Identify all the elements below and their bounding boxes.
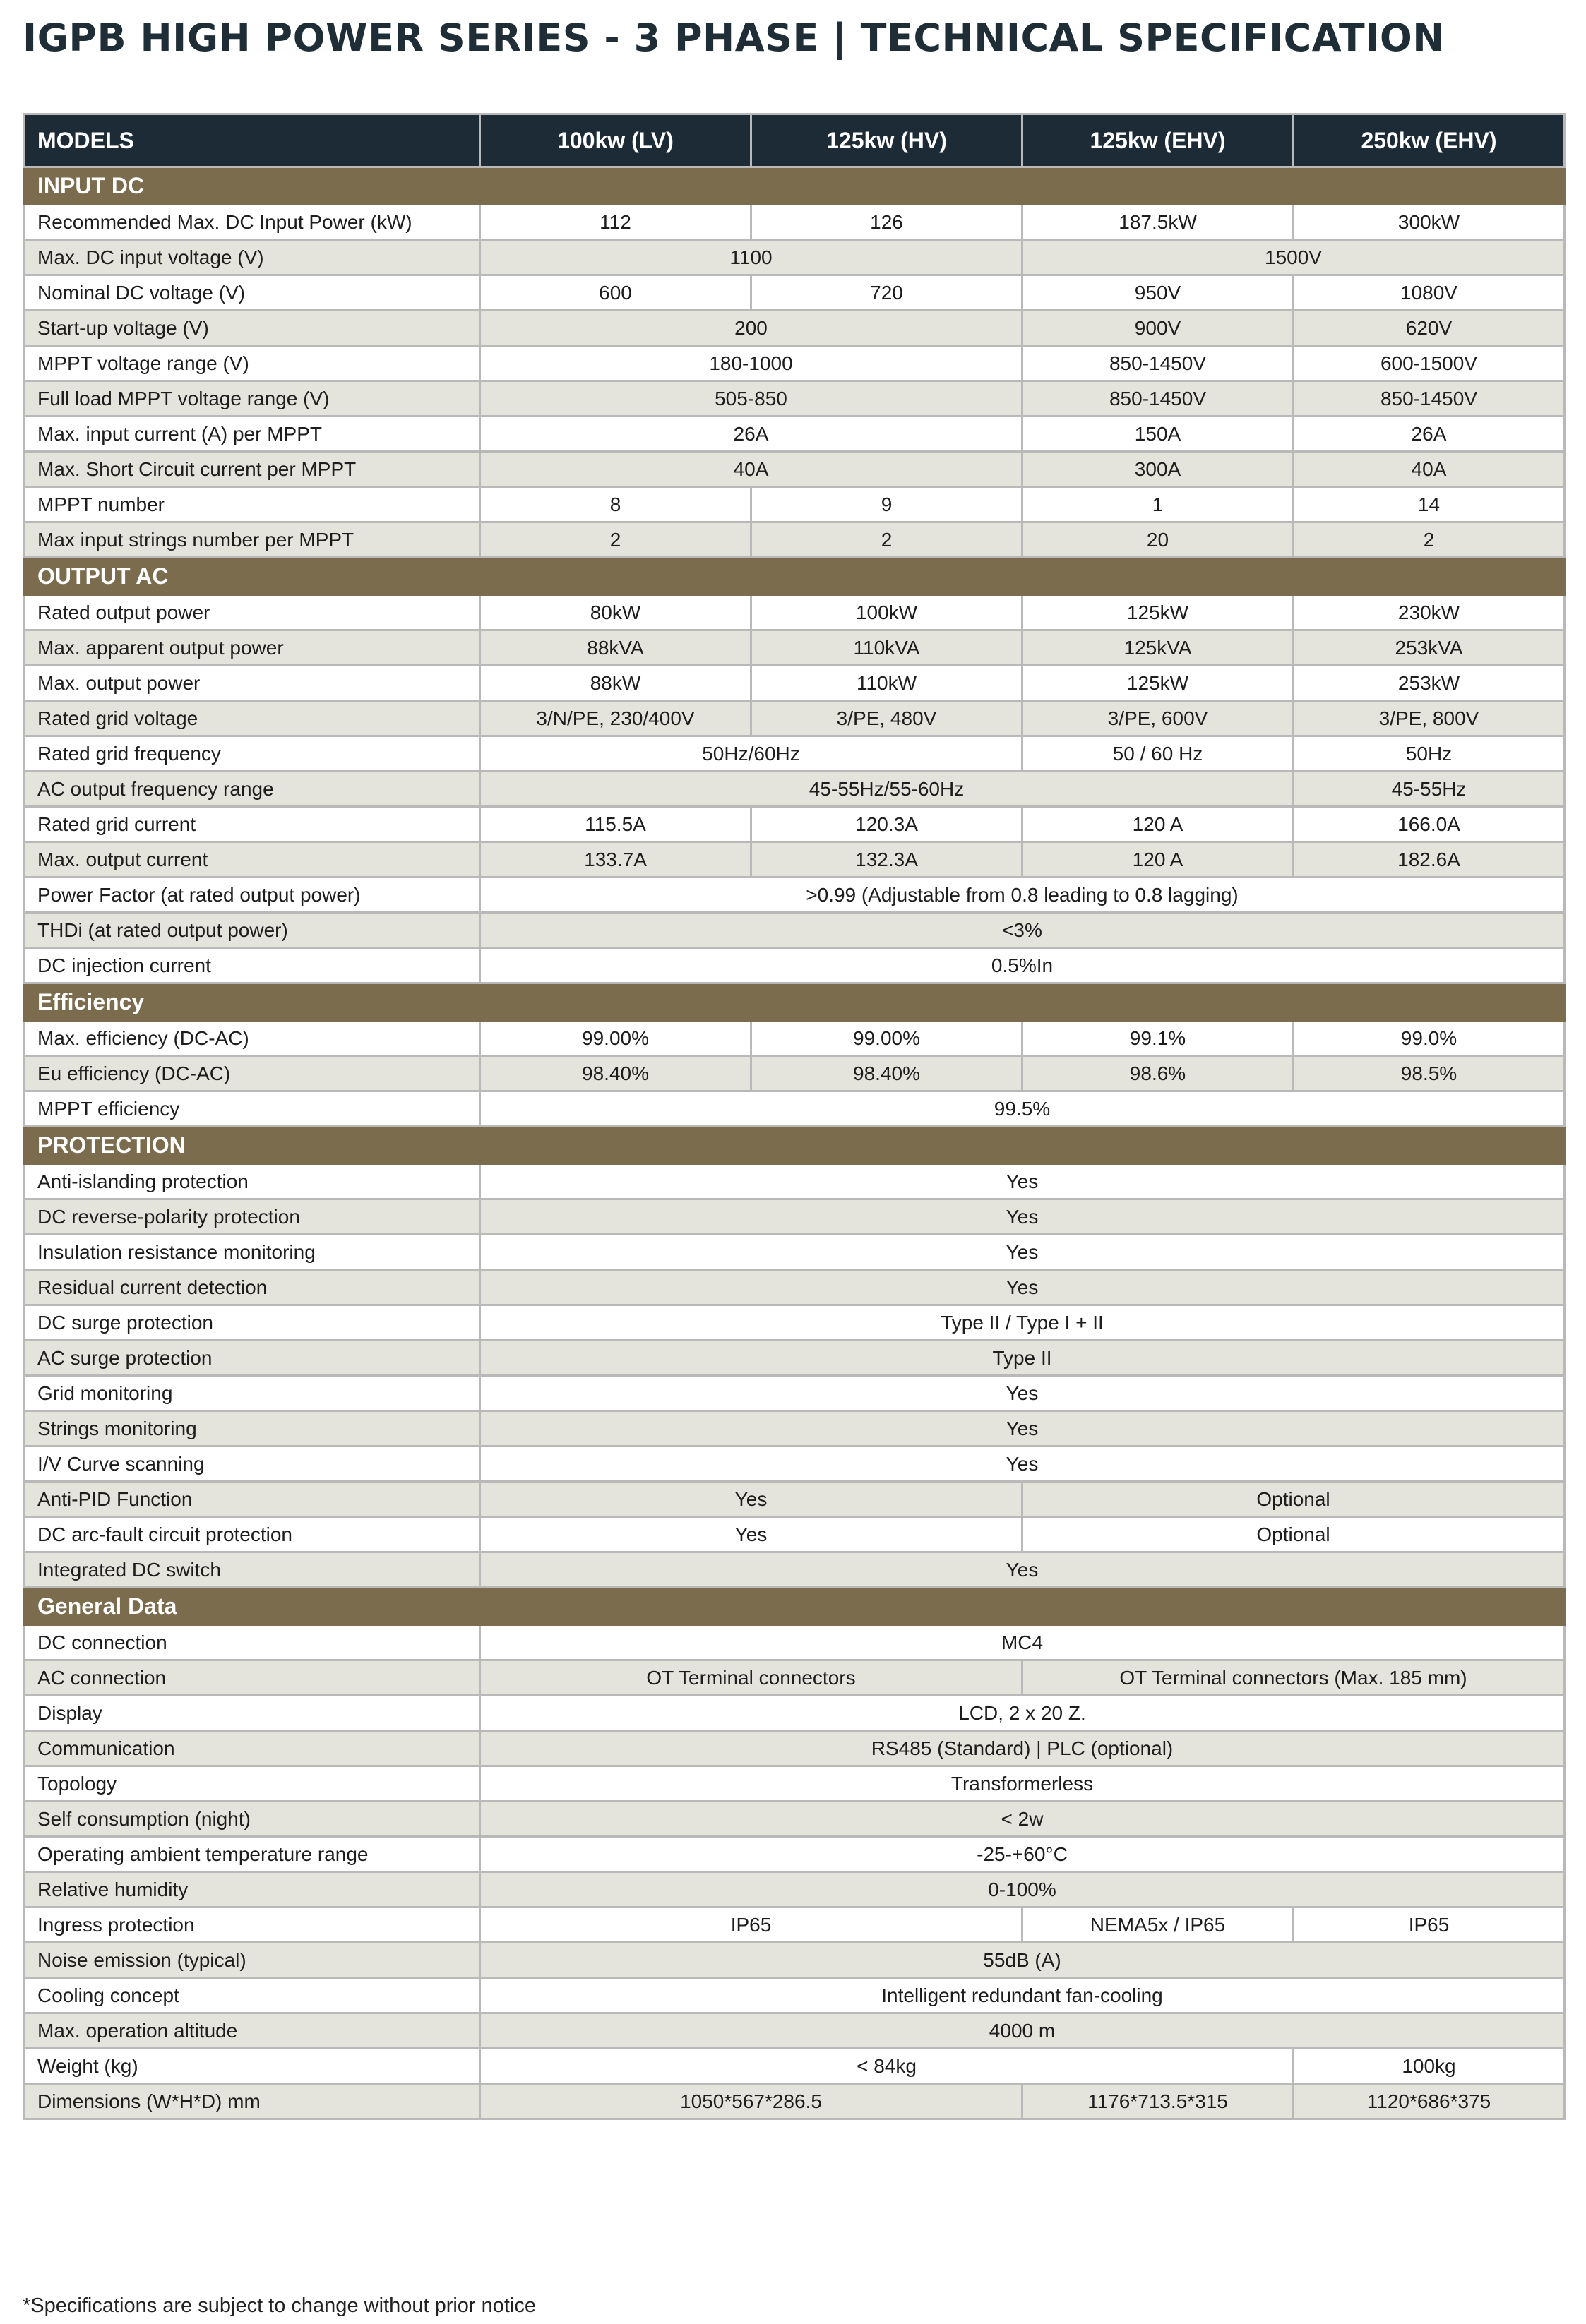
spec-label: MPPT number — [24, 487, 480, 522]
table-row — [24, 1270, 1565, 1305]
spec-value: 0-100% — [480, 1872, 1565, 1907]
spec-value: 1080V — [1294, 275, 1565, 311]
spec-value: 50Hz — [1294, 736, 1565, 772]
spec-value: LCD, 2 x 20 Z. — [480, 1696, 1565, 1731]
spec-value: 600-1500V — [1294, 346, 1565, 381]
section-title: PROTECTION — [24, 1127, 1565, 1164]
table-row — [24, 2084, 1565, 2119]
spec-value: 253kW — [1294, 666, 1565, 701]
spec-label: Max. input current (A) per MPPT — [24, 417, 480, 452]
spec-value: 4000 m — [480, 2013, 1565, 2049]
spec-value: RS485 (Standard) | PLC (optional) — [480, 1731, 1565, 1766]
spec-value: 14 — [1294, 487, 1565, 522]
spec-value: Yes — [480, 1270, 1565, 1305]
spec-value: -25-+60°C — [480, 1837, 1565, 1872]
spec-value: Yes — [480, 1235, 1565, 1270]
spec-value: Yes — [480, 1164, 1565, 1199]
spec-value: 100kg — [1294, 2049, 1565, 2084]
spec-label: Rated grid current — [24, 807, 480, 842]
spec-value: 26A — [480, 417, 1022, 452]
spec-label: Max. operation altitude — [24, 2013, 480, 2049]
spec-value: 125kVA — [1022, 630, 1294, 666]
spec-label: Ingress protection — [24, 1907, 480, 1943]
table-header-row — [24, 114, 1565, 167]
spec-value: 2 — [480, 522, 751, 558]
table-row — [24, 1376, 1565, 1411]
spec-value: 182.6A — [1294, 842, 1565, 878]
spec-value: Yes — [480, 1482, 1022, 1517]
table-row — [24, 1696, 1565, 1731]
table-row — [24, 1446, 1565, 1482]
table-row — [24, 1091, 1565, 1127]
spec-label: Operating ambient temperature range — [24, 1837, 480, 1872]
spec-label: Rated grid frequency — [24, 736, 480, 772]
spec-label: THDi (at rated output power) — [24, 913, 480, 948]
header-100kw-lv: 100kw (LV) — [480, 114, 751, 167]
spec-value: Optional — [1022, 1517, 1565, 1552]
spec-label: DC surge protection — [24, 1305, 480, 1341]
table-row — [24, 807, 1565, 842]
table-row — [24, 311, 1565, 346]
spec-value: 3/PE, 800V — [1294, 701, 1565, 736]
spec-label: AC output frequency range — [24, 772, 480, 807]
spec-label: Dimensions (W*H*D) mm — [24, 2084, 480, 2119]
spec-value: Yes — [480, 1376, 1565, 1411]
spec-label: DC injection current — [24, 948, 480, 983]
spec-value: 99.1% — [1022, 1021, 1294, 1056]
spec-label: Weight (kg) — [24, 2049, 480, 2084]
table-row — [24, 240, 1565, 275]
spec-value: 1500V — [1022, 240, 1565, 275]
spec-label: Display — [24, 1696, 480, 1731]
spec-value: 1100 — [480, 240, 1022, 275]
spec-value: IP65 — [480, 1907, 1022, 1943]
table-row — [24, 878, 1565, 913]
header-125kw-ehv: 125kw (EHV) — [1022, 114, 1294, 167]
spec-value: 126 — [751, 205, 1022, 240]
table-row — [24, 1411, 1565, 1446]
spec-value: 112 — [480, 205, 751, 240]
spec-value: 98.40% — [480, 1056, 751, 1091]
spec-value: 600 — [480, 275, 751, 311]
table-row — [24, 522, 1565, 558]
spec-label: Power Factor (at rated output power) — [24, 878, 480, 913]
spec-table-body — [24, 167, 1565, 2119]
spec-value: 850-1450V — [1022, 346, 1294, 381]
spec-value: 166.0A — [1294, 807, 1565, 842]
table-row — [24, 2049, 1565, 2084]
spec-value: Transformerless — [480, 1766, 1565, 1802]
spec-label: Topology — [24, 1766, 480, 1802]
section-header-row — [24, 167, 1565, 205]
table-row — [24, 948, 1565, 983]
spec-value: 230kW — [1294, 595, 1565, 630]
spec-value: 40A — [1294, 452, 1565, 487]
spec-value: 850-1450V — [1022, 381, 1294, 417]
spec-value: 180-1000 — [480, 346, 1022, 381]
table-row — [24, 2013, 1565, 2049]
spec-value: 720 — [751, 275, 1022, 311]
spec-label: Max. apparent output power — [24, 630, 480, 666]
spec-label: Full load MPPT voltage range (V) — [24, 381, 480, 417]
spec-value: 3/PE, 600V — [1022, 701, 1294, 736]
spec-value: 20 — [1022, 522, 1294, 558]
spec-value: 50Hz/60Hz — [480, 736, 1022, 772]
spec-value: MC4 — [480, 1625, 1565, 1660]
spec-value: 505-850 — [480, 381, 1022, 417]
spec-value: Type II / Type I + II — [480, 1305, 1565, 1341]
table-row — [24, 1802, 1565, 1837]
spec-value: 125kW — [1022, 595, 1294, 630]
spec-value: 98.5% — [1294, 1056, 1565, 1091]
table-row — [24, 381, 1565, 417]
table-row — [24, 1660, 1565, 1696]
spec-label: Max. output power — [24, 666, 480, 701]
spec-label: Integrated DC switch — [24, 1552, 480, 1588]
spec-label: Cooling concept — [24, 1978, 480, 2013]
spec-value: Yes — [480, 1552, 1565, 1588]
spec-label: Insulation resistance monitoring — [24, 1235, 480, 1270]
spec-value: 850-1450V — [1294, 381, 1565, 417]
spec-label: Residual current detection — [24, 1270, 480, 1305]
spec-value: Yes — [480, 1517, 1022, 1552]
table-row — [24, 772, 1565, 807]
table-row — [24, 1199, 1565, 1235]
table-row — [24, 1837, 1565, 1872]
spec-label: DC reverse-polarity protection — [24, 1199, 480, 1235]
spec-label: Communication — [24, 1731, 480, 1766]
spec-value: 133.7A — [480, 842, 751, 878]
spec-label: AC connection — [24, 1660, 480, 1696]
spec-value: 55dB (A) — [480, 1943, 1565, 1978]
table-row — [24, 417, 1565, 452]
spec-value: Intelligent redundant fan-cooling — [480, 1978, 1565, 2013]
table-row — [24, 1305, 1565, 1341]
spec-value: OT Terminal connectors (Max. 185 mm) — [1022, 1660, 1565, 1696]
spec-label: MPPT efficiency — [24, 1091, 480, 1127]
spec-value: 88kW — [480, 666, 751, 701]
spec-value: 40A — [480, 452, 1022, 487]
section-header-row — [24, 983, 1565, 1021]
table-row — [24, 1552, 1565, 1588]
table-row — [24, 1731, 1565, 1766]
spec-table — [23, 113, 1566, 2120]
spec-value: 200 — [480, 311, 1022, 346]
table-row — [24, 595, 1565, 630]
spec-label: Max. efficiency (DC-AC) — [24, 1021, 480, 1056]
spec-value: >0.99 (Adjustable from 0.8 leading to 0.8 lagging) — [480, 878, 1565, 913]
spec-value: Yes — [480, 1199, 1565, 1235]
spec-label: Max. output current — [24, 842, 480, 878]
spec-label: Self consumption (night) — [24, 1802, 480, 1837]
spec-label: Strings monitoring — [24, 1411, 480, 1446]
spec-label: Max. DC input voltage (V) — [24, 240, 480, 275]
spec-value: Yes — [480, 1446, 1565, 1482]
spec-value: 187.5kW — [1022, 205, 1294, 240]
spec-label: Start-up voltage (V) — [24, 311, 480, 346]
page-title: IGPB HIGH POWER SERIES - 3 PHASE | TECHNICAL SPECIFICATION — [23, 16, 1445, 60]
table-row — [24, 913, 1565, 948]
spec-label: Grid monitoring — [24, 1376, 480, 1411]
section-header-row — [24, 1588, 1565, 1625]
spec-label: Eu efficiency (DC-AC) — [24, 1056, 480, 1091]
spec-label: DC arc-fault circuit protection — [24, 1517, 480, 1552]
spec-value: NEMA5x / IP65 — [1022, 1907, 1294, 1943]
table-row — [24, 1056, 1565, 1091]
spec-value: 50 / 60 Hz — [1022, 736, 1294, 772]
header-models: MODELS — [24, 114, 480, 167]
spec-value: 125kW — [1022, 666, 1294, 701]
section-title: General Data — [24, 1588, 1565, 1625]
spec-value: 0.5%In — [480, 948, 1565, 983]
spec-value: 253kVA — [1294, 630, 1565, 666]
spec-value: < 84kg — [480, 2049, 1294, 2084]
spec-label: AC surge protection — [24, 1341, 480, 1376]
spec-value: 110kW — [751, 666, 1022, 701]
spec-value: 99.00% — [751, 1021, 1022, 1056]
table-row — [24, 1766, 1565, 1802]
table-row — [24, 1625, 1565, 1660]
spec-label: Anti-PID Function — [24, 1482, 480, 1517]
table-row — [24, 1978, 1565, 2013]
spec-label: Relative humidity — [24, 1872, 480, 1907]
table-row — [24, 1164, 1565, 1199]
spec-value: 99.0% — [1294, 1021, 1565, 1056]
spec-label: Noise emission (typical) — [24, 1943, 480, 1978]
spec-value: 3/PE, 480V — [751, 701, 1022, 736]
spec-value: OT Terminal connectors — [480, 1660, 1022, 1696]
spec-value: 9 — [751, 487, 1022, 522]
spec-value: <3% — [480, 913, 1565, 948]
spec-value: 110kVA — [751, 630, 1022, 666]
table-row — [24, 1021, 1565, 1056]
spec-value: 120 A — [1022, 842, 1294, 878]
table-row — [24, 452, 1565, 487]
table-row — [24, 842, 1565, 878]
spec-value: 26A — [1294, 417, 1565, 452]
spec-value: 2 — [751, 522, 1022, 558]
section-title: INPUT DC — [24, 167, 1565, 205]
spec-value: 99.00% — [480, 1021, 751, 1056]
spec-value: 80kW — [480, 595, 751, 630]
spec-value: 950V — [1022, 275, 1294, 311]
table-row — [24, 1943, 1565, 1978]
section-header-row — [24, 1127, 1565, 1164]
spec-value: 100kW — [751, 595, 1022, 630]
spec-value: 1 — [1022, 487, 1294, 522]
spec-value: 1050*567*286.5 — [480, 2084, 1022, 2119]
table-row — [24, 1235, 1565, 1270]
spec-label: Rated grid voltage — [24, 701, 480, 736]
section-title: OUTPUT AC — [24, 558, 1565, 595]
table-row — [24, 736, 1565, 772]
spec-value: 8 — [480, 487, 751, 522]
table-row — [24, 701, 1565, 736]
spec-value: 115.5A — [480, 807, 751, 842]
spec-value: 99.5% — [480, 1091, 1565, 1127]
spec-value: 2 — [1294, 522, 1565, 558]
spec-value: 1120*686*375 — [1294, 2084, 1565, 2119]
spec-value: 120 A — [1022, 807, 1294, 842]
footnote: *Specifications are subject to change without prior notice — [23, 2294, 537, 2317]
spec-label: Nominal DC voltage (V) — [24, 275, 480, 311]
spec-value: 45-55Hz/55-60Hz — [480, 772, 1294, 807]
spec-value: Type II — [480, 1341, 1565, 1376]
spec-label: Recommended Max. DC Input Power (kW) — [24, 205, 480, 240]
table-row — [24, 346, 1565, 381]
spec-value: < 2w — [480, 1802, 1565, 1837]
table-row — [24, 1872, 1565, 1907]
table-row — [24, 666, 1565, 701]
spec-label: Anti-islanding protection — [24, 1164, 480, 1199]
table-row — [24, 205, 1565, 240]
spec-value: 300kW — [1294, 205, 1565, 240]
header-250kw-ehv: 250kw (EHV) — [1294, 114, 1565, 167]
spec-value: 620V — [1294, 311, 1565, 346]
table-row — [24, 1907, 1565, 1943]
spec-value: 98.40% — [751, 1056, 1022, 1091]
table-row — [24, 1341, 1565, 1376]
spec-value: 150A — [1022, 417, 1294, 452]
spec-value: 120.3A — [751, 807, 1022, 842]
spec-label: Rated output power — [24, 595, 480, 630]
table-row — [24, 630, 1565, 666]
spec-label: DC connection — [24, 1625, 480, 1660]
spec-value: 88kVA — [480, 630, 751, 666]
spec-value: IP65 — [1294, 1907, 1565, 1943]
spec-label: I/V Curve scanning — [24, 1446, 480, 1482]
spec-label: Max input strings number per MPPT — [24, 522, 480, 558]
spec-value: 900V — [1022, 311, 1294, 346]
section-header-row — [24, 558, 1565, 595]
spec-value: 300A — [1022, 452, 1294, 487]
spec-value: 132.3A — [751, 842, 1022, 878]
spec-value: 1176*713.5*315 — [1022, 2084, 1294, 2119]
table-row — [24, 275, 1565, 311]
table-row — [24, 1482, 1565, 1517]
spec-label: Max. Short Circuit current per MPPT — [24, 452, 480, 487]
header-125kw-hv: 125kw (HV) — [751, 114, 1022, 167]
spec-value: Optional — [1022, 1482, 1565, 1517]
spec-label: MPPT voltage range (V) — [24, 346, 480, 381]
section-title: Efficiency — [24, 983, 1565, 1021]
spec-value: 3/N/PE, 230/400V — [480, 701, 751, 736]
spec-value: 98.6% — [1022, 1056, 1294, 1091]
spec-value: 45-55Hz — [1294, 772, 1565, 807]
table-row — [24, 487, 1565, 522]
table-row — [24, 1517, 1565, 1552]
spec-value: Yes — [480, 1411, 1565, 1446]
